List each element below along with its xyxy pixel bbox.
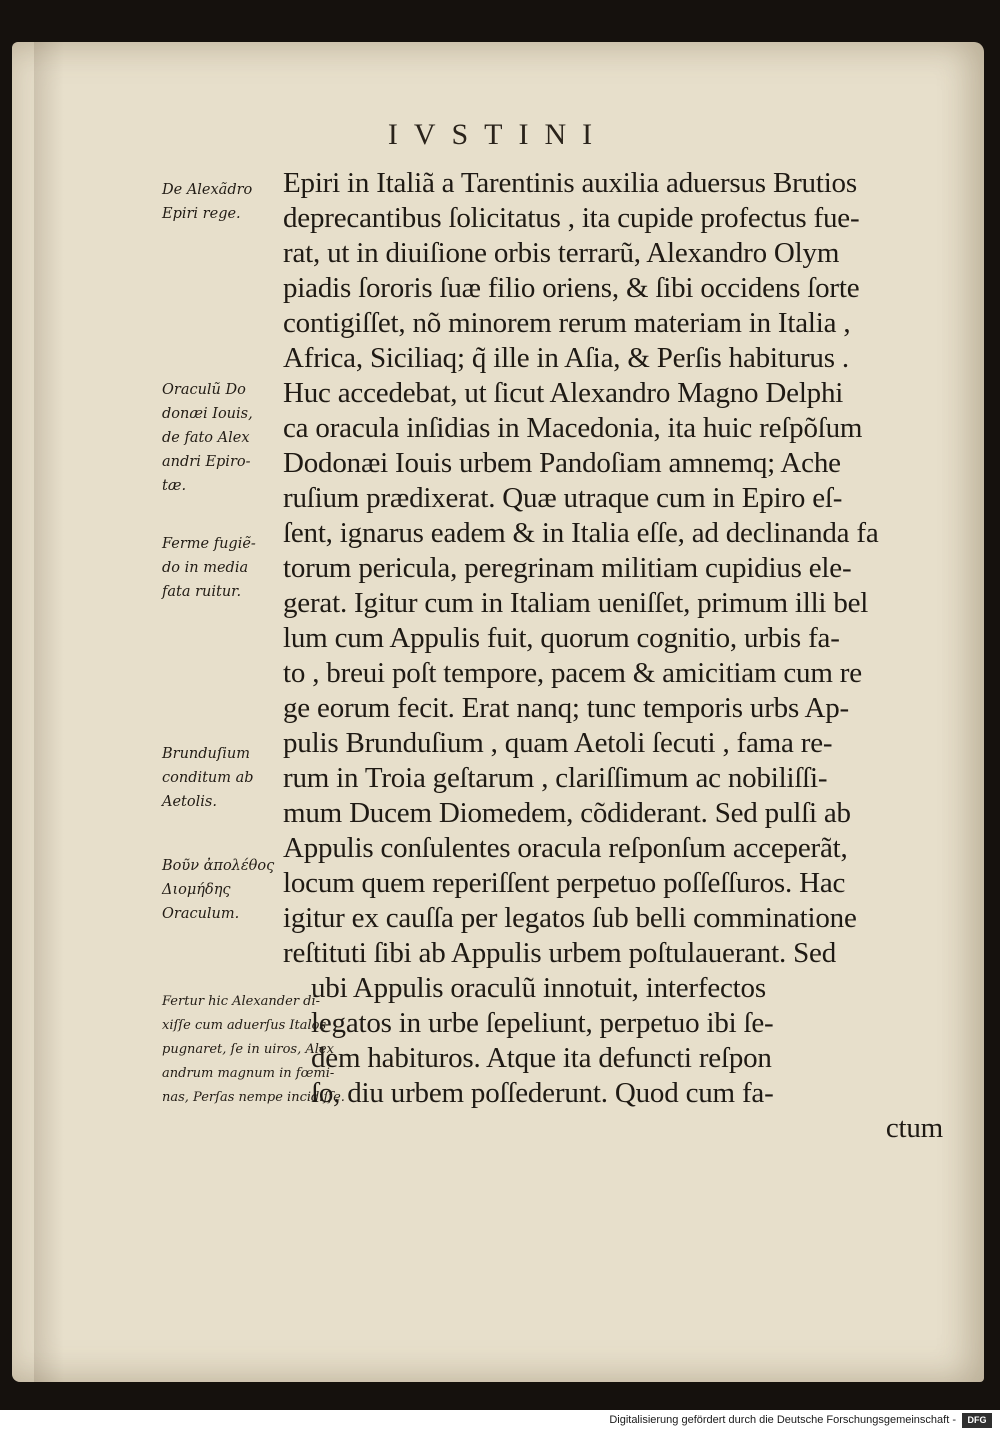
margin-note-line: Aetolis. xyxy=(162,794,217,810)
margin-note-line: nas, Perſas nempe incidiſſe. xyxy=(162,1090,345,1105)
margin-note-line: tæ. xyxy=(162,478,187,494)
margin-note-alexander-saying xyxy=(162,990,345,1110)
text-line: ſo, diu urbem poſſederunt. Quod cum fa- xyxy=(311,1077,774,1109)
text-line: ſent, ignarus eadem & in Italia eſſe, ad declinanda fa xyxy=(283,517,879,549)
margin-note-line: do in media xyxy=(162,560,249,576)
catchword: ctum xyxy=(885,1112,943,1144)
text-line: ge eorum fecit. Erat nanq; tunc temporis urbs Ap- xyxy=(283,692,850,724)
text-line: Huc accedebat, ut ſicut Alexandro Magno Delphi xyxy=(283,377,844,409)
book-page xyxy=(12,42,984,1382)
main-text-block xyxy=(283,166,943,1146)
text-line: Dodonæi Iouis urbem Pandoſiam amnemq; Ache xyxy=(283,447,841,479)
margin-note-line: Βοῦν ἀπολέθος xyxy=(162,858,275,874)
margin-note-greek-oracle xyxy=(162,854,274,926)
margin-note-line: Brunduſium xyxy=(162,746,250,762)
margin-note-line: Διομήδης xyxy=(162,882,231,898)
text-line: reſtituti ſibi ab Appulis urbem poſtulauerant. Sed xyxy=(283,937,836,969)
margin-note-line: andri Epiro- xyxy=(162,454,251,470)
gutter-shadow xyxy=(34,42,64,1382)
text-line: gerat. Igitur cum in Italiam ueniſſet, primum illi bel xyxy=(283,587,869,619)
margin-note-line: Oraculum. xyxy=(162,906,240,922)
text-line: rat, ut in diuiſione orbis terrarũ, Alexandro Olym xyxy=(283,237,840,269)
footer-bar xyxy=(0,1410,1000,1432)
text-line: piadis ſororis ſuæ filio oriens, & ſibi occidens ſorte xyxy=(283,272,860,304)
margin-note-line: Oraculũ Do xyxy=(162,382,246,398)
margin-note-fate xyxy=(162,532,256,604)
text-line: legatos in urbe ſepeliunt, perpetuo ibi ſe- xyxy=(311,1007,774,1039)
running-head: IVSTINI xyxy=(387,118,609,151)
margin-note-line: xiſſe cum aduerſus Italos xyxy=(162,1018,327,1033)
text-line: ca oracula inſidias in Macedonia, ita huic reſpõſum xyxy=(283,412,863,444)
text-line: contigiſſet, nõ minorem rerum materiam in Italia , xyxy=(283,307,851,339)
margin-note-line: fata ruitur. xyxy=(162,584,242,600)
dfg-logo: DFG xyxy=(962,1413,992,1428)
margin-note-line: Ferme fugiẽ- xyxy=(162,536,256,552)
text-line: rum in Troia geſtarum , clariſſimum ac nobiliſſi- xyxy=(283,762,828,794)
text-line: igitur ex cauſſa per legatos ſub belli comminatione xyxy=(283,902,857,934)
margin-note-line: Fertur hic Alexander di- xyxy=(162,994,321,1009)
text-line: Appulis conſulentes oracula reſponſum acceperãt, xyxy=(283,832,848,864)
text-line: deprecantibus ſolicitatus , ita cupide profectus fue- xyxy=(283,202,860,234)
margin-note-line: Epiri rege. xyxy=(162,206,241,222)
text-line: torum pericula, peregrinam militiam cupidius ele- xyxy=(283,552,852,584)
margin-note-line: andrum magnum in fœmi- xyxy=(162,1066,335,1081)
margin-note-line: donæi Iouis, xyxy=(162,406,253,422)
footer-credit: Digitalisierung gefördert durch die Deutsche Forschungsgemeinschaft - xyxy=(609,1414,956,1426)
text-line: Africa, Siciliaq; q̃ ille in Aſia, & Perſis habiturus . xyxy=(283,342,849,374)
margin-note-line: conditum ab xyxy=(162,770,254,786)
text-line: mum Ducem Diomedem, cõdiderant. Sed pulſi ab xyxy=(283,797,851,829)
text-line: dem habituros. Atque ita defuncti reſpon xyxy=(311,1042,772,1074)
margin-note-line: De Alexãdro xyxy=(162,182,253,198)
text-line: ruſium prædixerat. Quæ utraque cum in Epiro eſ- xyxy=(283,482,843,514)
text-line: locum quem reperiſſent perpetuo poſſeſſuros. Hac xyxy=(283,867,846,899)
margin-note-line: de fato Alex xyxy=(162,430,250,446)
margin-note-line: pugnaret, ſe in uiros, Alex xyxy=(162,1042,334,1057)
margin-note-alexander xyxy=(162,178,252,226)
text-line: pulis Brunduſium , quam Aetoli ſecuti , fama re- xyxy=(283,727,833,759)
text-line: Epiri in Italiã a Tarentinis auxilia aduersus Brutios xyxy=(283,167,857,199)
text-line: lum cum Appulis fuit, quorum cognitio, urbis fa- xyxy=(283,622,840,654)
text-line: ubi Appulis oraculũ innotuit, interfectos xyxy=(311,972,766,1004)
margin-note-oracle-dodona xyxy=(162,378,253,498)
margin-note-brundusium xyxy=(162,742,254,814)
text-line: to , breui poſt tempore, pacem & amicitiam cum re xyxy=(283,657,862,689)
